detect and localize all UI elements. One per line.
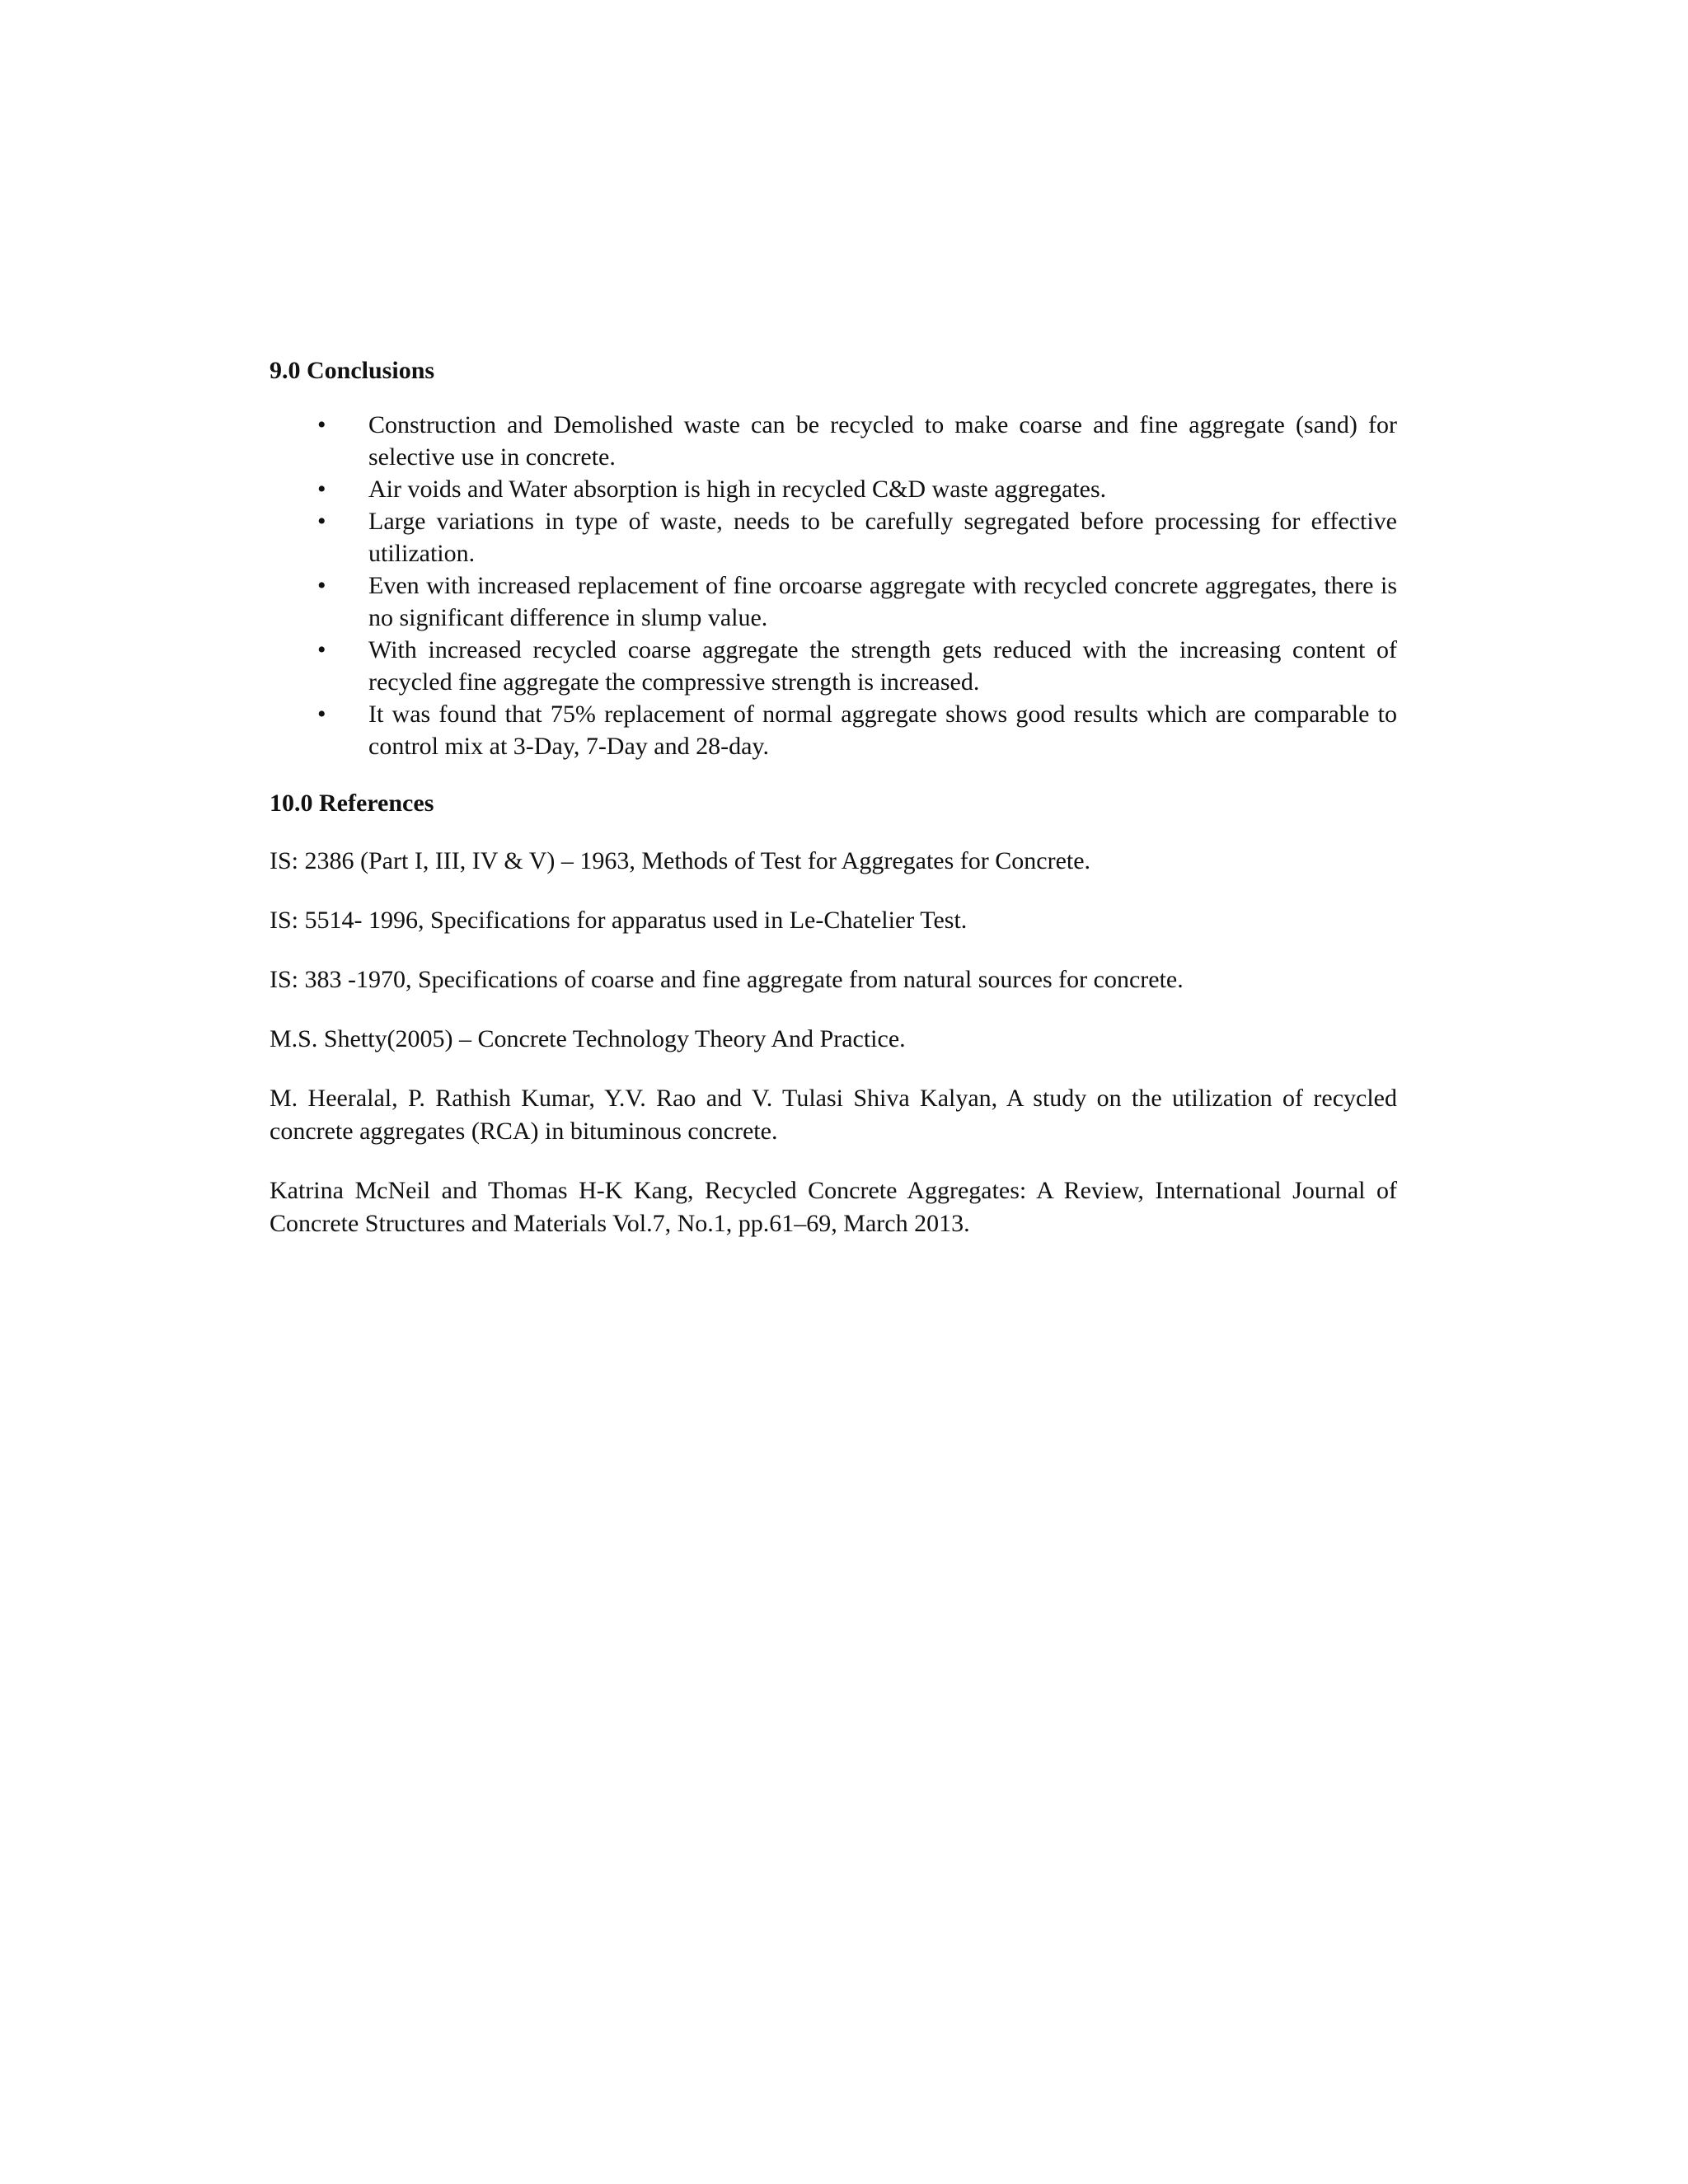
bullet-icon: • bbox=[317, 476, 326, 503]
conclusions-heading: 9.0 Conclusions bbox=[270, 357, 435, 384]
reference-item: IS: 2386 (Part I, III, IV & V) – 1963, Methods of Test for Aggregates for Concrete. bbox=[270, 847, 1091, 874]
conclusion-text: Air voids and Water absorption is high in recycled C&D waste aggregates. bbox=[368, 476, 1107, 503]
conclusion-text: Large variations in type of waste, needs to be carefully segregated before processing for effective utilization. bbox=[368, 508, 1397, 567]
conclusion-item bbox=[270, 409, 1397, 473]
document-page bbox=[270, 354, 1397, 1240]
reference-item: IS: 383 -1970, Specifications of coarse and fine aggregate from natural sources for concrete. bbox=[270, 966, 1184, 993]
conclusion-text: Construction and Demolished waste can be recycled to make coarse and fine aggregate (sand) for selective use in concrete. bbox=[368, 411, 1397, 471]
conclusion-item bbox=[270, 505, 1397, 569]
conclusion-text: With increased recycled coarse aggregate the strength gets reduced with the increasing content of recycled fine aggregate the compressive strength is increased. bbox=[368, 636, 1397, 696]
conclusion-item bbox=[270, 698, 1397, 762]
reference-item: Katrina McNeil and Thomas H-K Kang, Recycled Concrete Aggregates: A Review, International Journal of Concrete Structures and Materials Vol.7, No.1, pp.61–69, March 2013. bbox=[270, 1177, 1397, 1237]
conclusion-item bbox=[270, 569, 1397, 634]
reference-item: IS: 5514- 1996, Specifications for apparatus used in Le-Chatelier Test. bbox=[270, 907, 968, 934]
references-heading: 10.0 References bbox=[270, 790, 434, 817]
conclusion-text: It was found that 75% replacement of normal aggregate shows good results which are comparable to control mix at 3-Day, 7-Day and 28-day. bbox=[368, 701, 1397, 760]
conclusion-item bbox=[270, 473, 1397, 505]
bullet-icon: • bbox=[317, 701, 326, 728]
reference-item: M. Heeralal, P. Rathish Kumar, Y.V. Rao and V. Tulasi Shiva Kalyan, A study on the utilization of recycled concrete aggregates (RCA) in bituminous concrete. bbox=[270, 1085, 1397, 1145]
reference-item: M.S. Shetty(2005) – Concrete Technology Theory And Practice. bbox=[270, 1025, 906, 1052]
conclusion-item bbox=[270, 634, 1397, 698]
bullet-icon: • bbox=[317, 508, 326, 535]
conclusions-list bbox=[270, 409, 1397, 762]
conclusion-text: Even with increased replacement of fine orcoarse aggregate with recycled concrete aggregates, there is no significant difference in slump value. bbox=[368, 572, 1397, 631]
bullet-icon: • bbox=[317, 411, 326, 438]
bullet-icon: • bbox=[317, 636, 326, 663]
bullet-icon: • bbox=[317, 572, 326, 599]
